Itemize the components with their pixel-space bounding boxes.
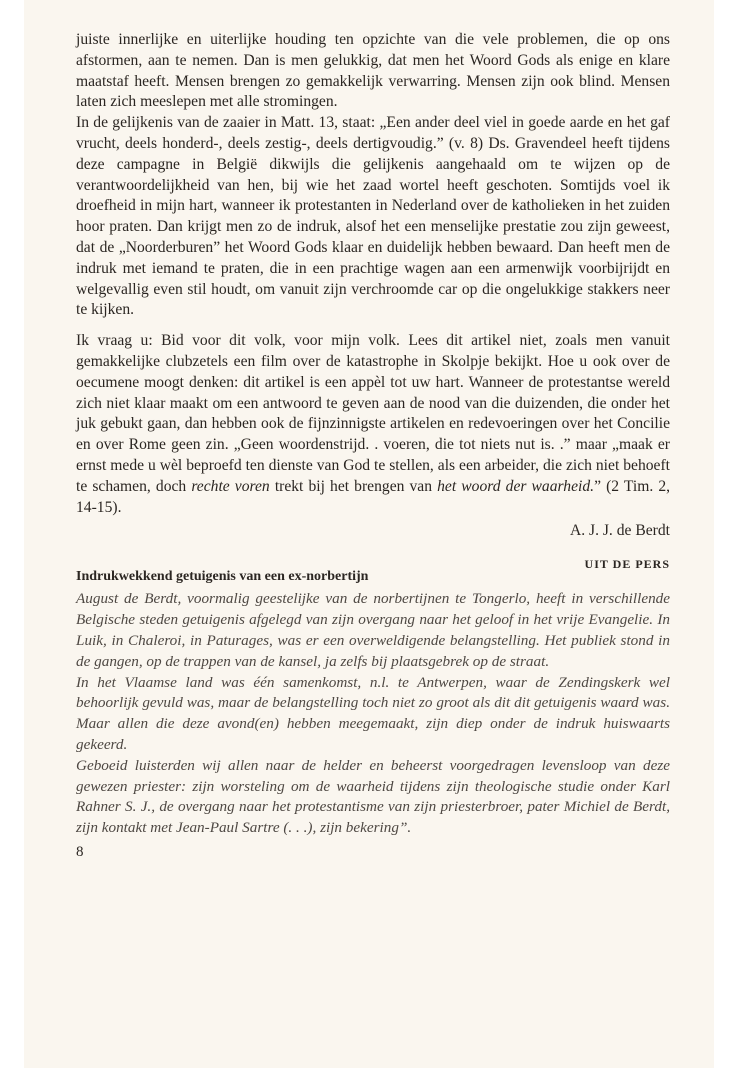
quote-paragraph-2: In het Vlaamse land was één samenkomst, n.l. te Antwerpen, waar de Zendingskerk wel behoorlijk gevuld was, maar de belangstelling toch niet zo groot als dit dit getuigenis waard was. Maar allen die deze avond(en) hebben meegemaakt, zijn diep onder de indruk huiswaarts gekeerd. bbox=[76, 673, 670, 753]
quote-paragraph-1: August de Berdt, voormalig geestelijke van de norbertijnen te Tongerlo, heeft in verschillende Belgische steden getuigenis afgelegd van zijn overgang naar het geloof in het vrije Evangelie. In Luik, in Chaleroi, in Paturages, was er een overweldigende belangstelling. Het publiek stond in de gangen, op de trappen van de kansel, ja zelfs bij plaatsgebrek op de straat. bbox=[76, 590, 670, 670]
appeal-mid: trekt bij het brengen van bbox=[269, 477, 438, 495]
author-signature: A. J. J. de Berdt bbox=[569, 522, 670, 540]
body-paragraph-2: In de gelijkenis van de zaaier in Matt. 13, staat: „Een ander deel viel in goede aarde en het gaf vrucht, deels honderd-, deels zestig-, deels dertigvoudig.” (v. 8) Ds. Gravendeel heeft tijdens deze campagne in België dikwijls die gelijkenis aangehaald om te wijzen op de verantwoordelijkheid van hen, bij wie het zaad wortel heeft geschoten. Somtijds voel ik droefheid in mijn hart, wanneer ik protestanten in Nederland over de katholieken in het zuiden hoor praten. Dan krijgt men zo de indruk, alsof het een menselijke prestatie zou zijn geweest, dat de „Noorderburen” het Woord Gods klaar en duidelijk hebben bewaard. Dan heeft men de indruk met iemand te praten, die in een prachtige wagen aan een armenwijk voorbijrijdt en welgevallig even stil houdt, om vanuit zijn verchroomde car op die ongelukkige stakkers neer te kijken. bbox=[76, 114, 670, 319]
article-title: Indrukwekkend getuigenis van een ex-norbertijn bbox=[76, 569, 369, 585]
page-content bbox=[76, 30, 670, 863]
quote-paragraph-3: Geboeid luisterden wij allen naar de helder en beheerst voorgedragen levensloop van deze gewezen priester: zijn worsteling om de waarheid tijdens zijn theologische studie onder Karl Rahner S. J., de overgang naar het protestantisme van zijn priesterbroer, pater Michiel de Berdt, zijn kontakt met Jean-Paul Sartre (. . .), zijn bekering”. bbox=[76, 756, 670, 837]
section-label: UIT DE PERS bbox=[584, 557, 670, 572]
appeal-paragraph bbox=[76, 331, 670, 518]
body-paragraph-1: juiste innerlijke en uiterlijke houding ten opzichte van die vele problemen, die op ons afstormen, aan te nemen. Dan is men gelukkig, dat men het Woord Gods als enige en klare maatstaf heeft. Mensen brengen zo gemakkelijk verwarring. Mensen zijn ook blind. Mensen laten zich meeslepen met alle stromingen. bbox=[76, 31, 670, 111]
book-page bbox=[24, 0, 714, 1068]
appeal-text: Ik vraag u: Bid voor dit volk, voor mijn volk. Lees dit artikel niet, zoals men vanuit gemakkelijke clubzetels een film over de katastrophe in Skolpje bekijkt. Hoe u ook over de oecumene moogt denken: dit artikel is een appèl tot uw hart. Wanneer de protestantse wereld zich niet klaar maakt om een antwoord te geven aan de nood van die duizenden, die onder het juk gebukt gaan, dan hebben ook de fijnzinnigste artikelen en redevoeringen over het Concilie en over Rome geen zin. „Geen woordenstrijd. . voeren, die tot niets nut is. .” maar „maak er ernst mede u wèl beproefd ten dienste van God te stellen, als een arbeider, die zich niet behoeft te schamen, doch bbox=[76, 332, 670, 495]
section-header bbox=[76, 541, 670, 585]
appeal-end: ” (2 Tim. 2, 14-15). bbox=[76, 477, 671, 516]
appeal-italic-rechte-voren: rechte voren bbox=[191, 477, 270, 495]
page-number: 8 bbox=[76, 843, 84, 860]
appeal-italic-woord: het woord der waarheid. bbox=[437, 477, 595, 495]
